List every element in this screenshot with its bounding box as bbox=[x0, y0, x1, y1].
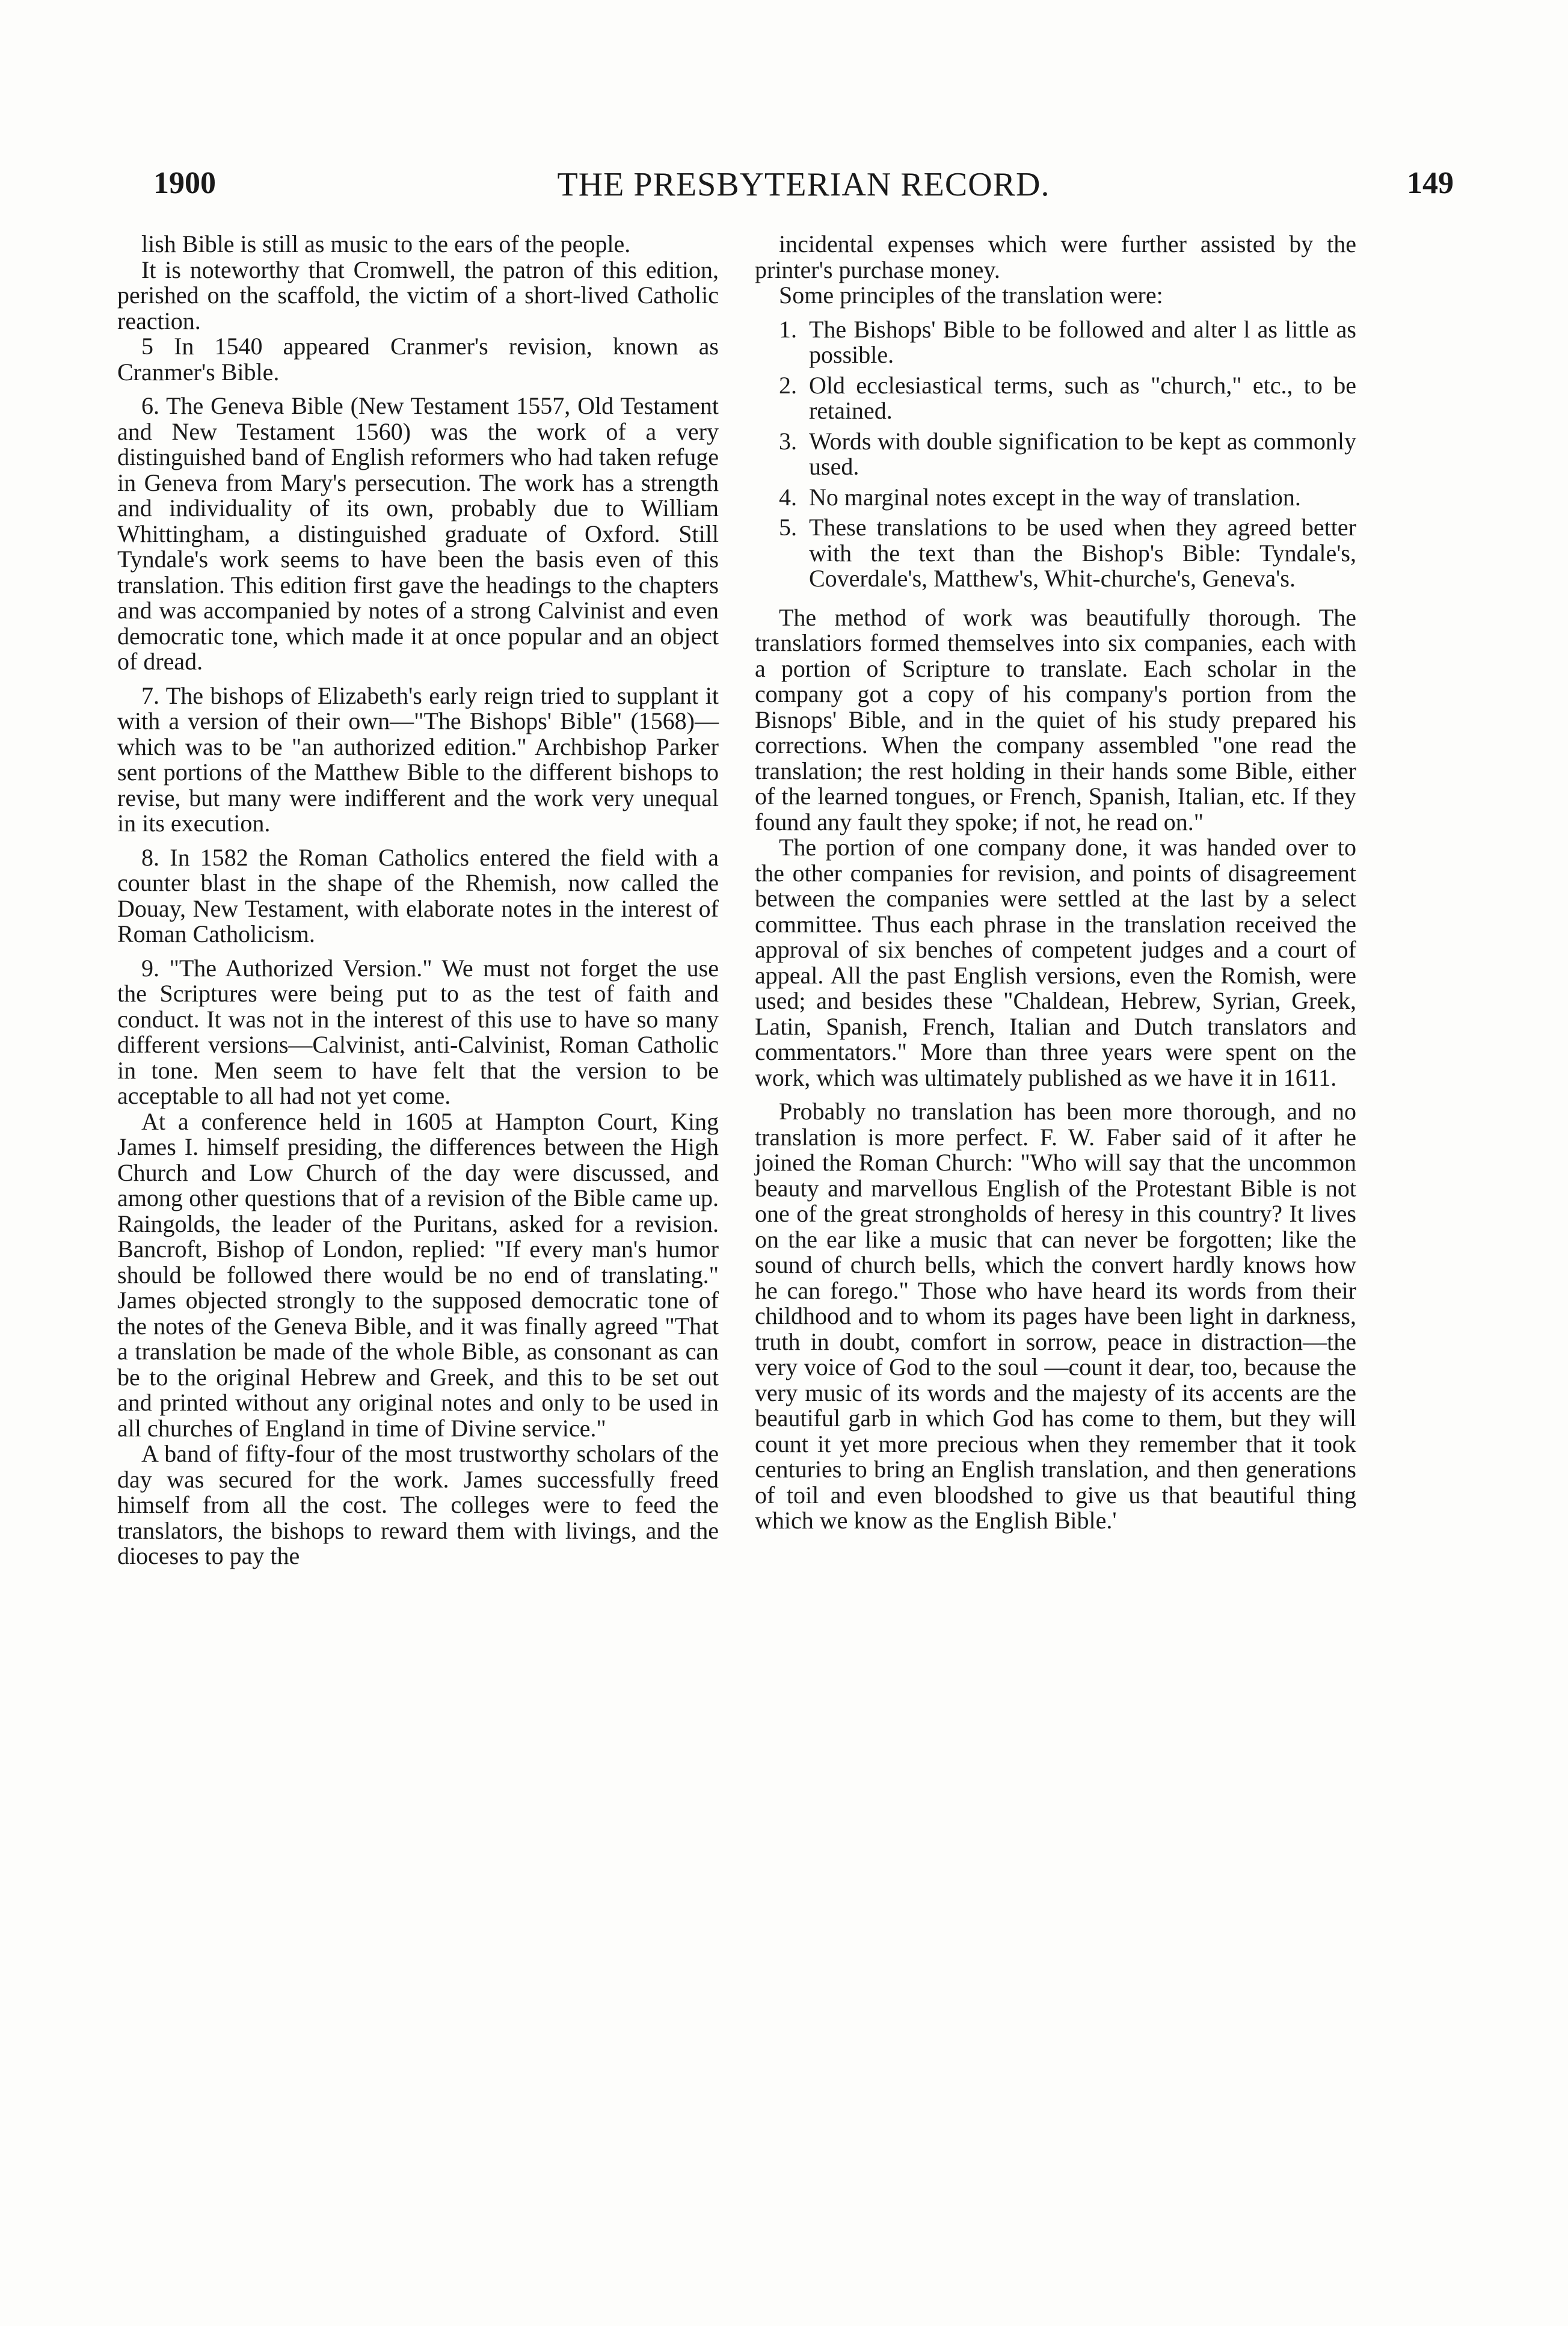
list-number: 1. bbox=[779, 315, 797, 343]
paragraph: 7. The bishops of Elizabeth's early reign tried to supplant it with a version of their own—"The Bishops' Bible" (1568)—which was to be "an authorized edition." Archbishop Parker sent portions of the Matthew Bible to the different bishops to revise, but many were indifferent and the work very unequal in its execution. bbox=[117, 681, 719, 837]
list-item bbox=[755, 515, 1356, 592]
list-text: Words with double signification to be kept as commonly used. bbox=[809, 427, 1356, 480]
paragraph: It is noteworthy that Cromwell, the patron of this edition, perished on the scaffold, the victim of a short-lived Catholic reaction. bbox=[117, 256, 719, 334]
list-number: 4. bbox=[779, 483, 797, 511]
list-number: 2. bbox=[779, 371, 797, 399]
paragraph: The portion of one company done, it was handed over to the other companies for revision, and points of disagreement between the companies were settled at the last by a select committee. Thus each phrase in the translation received the approval of six benches of competent judges and a court of appeal. All the past English versions, even the Romish, were used; and besides these "Chaldean, Hebrew, Syrian, Greek, Latin, Spanish, French, Italian and Dutch translators and commentators." More than three years were spent on the work, which was ultimately published as we have it in 1611. bbox=[755, 834, 1356, 1091]
paragraph: The method of work was beautifully thorough. The translatiors formed themselves into six companies, each with a portion of Scripture to translate. Each scholar in the company got a copy of his company's portion from the Bisnops' Bible, and in the quiet of his study prepared his corrections. When the company assembled "one read the translation; the rest holding in their hands some Bible, either of the learned tongues, or French, Spanish, Italian, etc. If they found any fault they spoke; if not, he read on." bbox=[755, 603, 1356, 835]
list-text: These translations to be used when they agreed better with the text than the Bishop's Bible: Tyndale's, Coverdale's, Matthew's, Whit-churche's, Geneva's. bbox=[809, 514, 1356, 592]
paragraph: 9. "The Authorized Version." We must not forget the use the Scriptures were being put to as the test of faith and conduct. It was not in the interest of this use to have so many different versions—Calvinist, anti-Calvinist, Roman Catholic in tone. Men seem to have felt that the version to be acceptable to all had not yet come. bbox=[117, 954, 719, 1109]
page-header bbox=[153, 165, 1454, 214]
paragraph: 8. In 1582 the Roman Catholics entered the field with a counter blast in the shape of the Rhemish, now called the Douay, New Testament, with elaborate notes in the interest of Roman Catholicism. bbox=[117, 843, 719, 947]
list-number: 5. bbox=[779, 514, 797, 541]
header-year: 1900 bbox=[153, 166, 216, 200]
paragraph: At a conference held in 1605 at Hampton Court, King James I. himself presiding, the differences between the High Church and Low Church of the day were discussed, and among other questions that of a revision of the Bible came up. Raingolds, the leader of the Puritans, asked for a revision. Bancroft, Bishop of London, replied: "If every man's humor should be followed there would be no end of translating." James objected strongly to the supposed democratic tone of the notes of the Geneva Bible, and it was finally agreed "That a translation be made of the whole Bible, as consonant as can be to the original Hebrew and Greek, and this to be set out and printed without any original notes and only to be used in all churches of England in time of Divine service." bbox=[117, 1107, 719, 1442]
list-number: 3. bbox=[779, 427, 797, 455]
paragraph: A band of fifty-four of the most trustworthy scholars of the day was secured for the work. James successfully freed himself from all the cost. The colleges were to feed the translators, the bishops to reward them with livings, and the dioceses to pay the bbox=[117, 1440, 719, 1569]
header-title: THE PRESBYTERIAN RECORD. bbox=[557, 166, 1050, 203]
paragraph: lish Bible is still as music to the ears of the people. bbox=[141, 230, 631, 257]
list-text: Old ecclesiastical terms, such as "church," etc., to be retained. bbox=[809, 371, 1356, 424]
paragraph: Probably no translation has been more thorough, and no translation is more perfect. F. W. Faber said of it after he joined the Roman Church: "Who will say that the uncommon beauty and marvellous English of the Protestant Bible is not one of the great strongholds of heresy in this country? It lives on the ear like a music that can never be forgotten; like the sound of church bells, which the convert hardly knows how he can forego." Those who have heard its words from their childhood and to whom its pages have been light in darkness, truth in doubt, comfort in sorrow, peace in distraction—the very voice of God to the soul —count it dear, too, because the very music of its words and the majesty of its accents are the beautiful garb in which God has come to them, but they will count it yet more precious when they remember that it took centuries to bring an English translation, and then generations of toil and even bloodshed to give us that beautiful thing which we know as the English Bible.' bbox=[755, 1098, 1356, 1534]
paragraph: Some principles of the translation were: bbox=[779, 282, 1163, 309]
list-text: No marginal notes except in the way of translation. bbox=[809, 483, 1301, 511]
paragraph: incidental expenses which were further assisted by the printer's purchase money. bbox=[755, 230, 1356, 283]
left-column bbox=[117, 232, 719, 1569]
list-text: The Bishops' Bible to be followed and alter l as little as possible. bbox=[809, 315, 1356, 368]
list-item bbox=[755, 373, 1356, 424]
list-item bbox=[755, 429, 1356, 480]
list-item bbox=[755, 317, 1356, 368]
right-column bbox=[755, 232, 1356, 1534]
paragraph: 6. The Geneva Bible (New Testament 1557, Old Testament and New Testament 1560) was the work of a very distinguished band of English reformers who had taken refuge in Geneva from Mary's persecution. The work has a strength and individuality of its own, probably due to William Whittingham, a distinguished graduate of Oxford. Still Tyndale's work seems to have been the basis even of this translation. This edition first gave the headings to the chapters and was accompanied by notes of a strong Calvinist and even democratic tone, which made it at once popular and an object of dread. bbox=[117, 392, 719, 675]
paragraph: 5 In 1540 appeared Cranmer's revision, known as Cranmer's Bible. bbox=[117, 333, 719, 386]
principles-list bbox=[755, 317, 1356, 592]
page-number: 149 bbox=[1407, 166, 1454, 200]
list-item bbox=[755, 485, 1356, 511]
